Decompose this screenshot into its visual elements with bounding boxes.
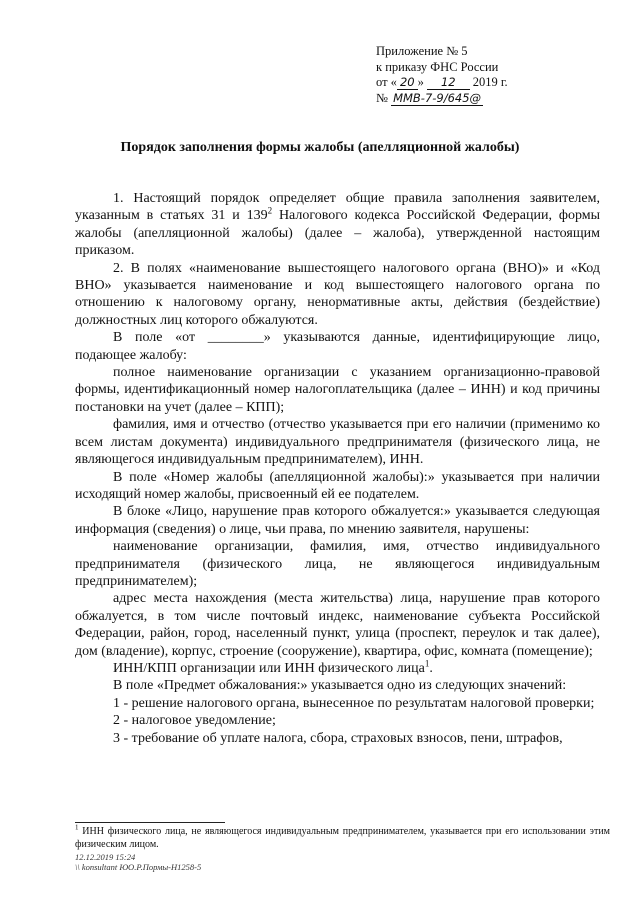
superscript-2: 2 xyxy=(267,205,273,216)
meta-date: 12.12.2019 15:24 xyxy=(75,852,136,862)
paragraph-11: В поле «Предмет обжалования:» указывается одно из следующих значений: xyxy=(113,678,567,694)
handwritten-day: 20 xyxy=(397,75,418,90)
paragraph-4: полное наименование организации с указанием организационно-правовой формы, идентификационный номер налогоплательщика (далее – ИНН) и код причины постановки на учет (далее – КПП); xyxy=(75,365,600,415)
handwritten-month: 12 xyxy=(427,75,470,90)
footnote-number: 1 xyxy=(75,823,79,832)
document-meta xyxy=(75,852,201,872)
footnote xyxy=(75,823,610,851)
number-sign: № xyxy=(376,90,388,105)
order-reference: к приказу ФНС России xyxy=(376,59,499,74)
appendix-label: Приложение № 5 xyxy=(376,44,468,58)
paragraph-6: В поле «Номер жалобы (апелляционной жалобы):» указывается при наличии исходящий номер жалобы, присвоенный ей ее подателем. xyxy=(75,469,600,502)
paragraph-14: 3 - требование об уплате налога, сбора, страховых взносов, пени, штрафов, xyxy=(113,730,563,746)
paragraph-9: адрес места нахождения (места жительства) лица, нарушение прав которого обжалуется, в том числе почтовый индекс, наименование субъекта Российской Федерации, район, город, населенный пункт, улица (проспект, переулок и так далее), дом (владение), корпус, строение (сооружение), квартира, офис, комната (помещение); xyxy=(75,591,600,659)
page-title: Порядок заполнения формы жалобы (апелляционной жалобы) xyxy=(120,140,520,155)
order-number-line xyxy=(376,91,508,107)
paragraph-12: 1 - решение налогового органа, вынесенное по результатам налоговой проверки; xyxy=(113,695,595,711)
date-year: 2019 г. xyxy=(472,75,508,89)
footnote-text: ИНН физического лица, не являющегося индивидуальным предпринимателем, указывается при его использовании этим физическим лицом. xyxy=(75,826,610,850)
date-prefix: от « xyxy=(376,75,397,89)
paragraph-2: 2. В полях «наименование вышестоящего налогового органа (ВНО)» и «Код ВНО» указывается наименование и код вышестоящего налогового органа по отношению к налоговому органу, ненормативные акты, действия (бездействие) должностных лиц которого обжалуются. xyxy=(75,260,600,328)
paragraph-1: 1. Настоящий порядок определяет общие правила заполнения заявителем, указанным в статьях 31 и $139^2$ Налогового кодекса Российской Федерации, формы жалобы (апелляционной жалобы) (далее – жалоба), утвержденной настоящим приказом. xyxy=(75,191,600,259)
paragraph-5: фамилия, имя и отчество (отчество указывается при его наличии (применимо ко всем листам документа) индивидуального предпринимателя (физического лица, не являющегося индивидуальным предпринимателем), ИНН. xyxy=(75,417,600,468)
body-text xyxy=(75,190,600,747)
appendix-header xyxy=(376,44,508,106)
paragraph-7: В блоке «Лицо, нарушение прав которого обжалуется:» указывается следующая информация (сведения) о лице, чьи права, по мнению заявителя, нарушены: xyxy=(75,504,600,537)
footnote-ref: 1 xyxy=(424,658,430,669)
paragraph-3: В поле «от ________» указываются данные, идентифицирующие лицо, подающее жалобу: xyxy=(75,330,600,363)
paragraph-13: 2 - налоговое уведомление; xyxy=(113,713,276,729)
order-date xyxy=(376,75,508,91)
handwritten-order-number: ММВ-7-9/645@ xyxy=(393,90,482,105)
paragraph-8: наименование организации, фамилия, имя, отчество индивидуального предпринимателя (физического лица, не являющегося индивидуальным предпринимателем); xyxy=(75,539,600,589)
date-mid: » xyxy=(417,75,424,89)
paragraph-10: ИНН/КПП организации или ИНН физического лица$^1$. xyxy=(113,658,433,676)
meta-path: \\ konsultant ЮО.Р.Пормы-Н1258-5 xyxy=(75,862,202,872)
footnote-divider xyxy=(75,822,225,823)
